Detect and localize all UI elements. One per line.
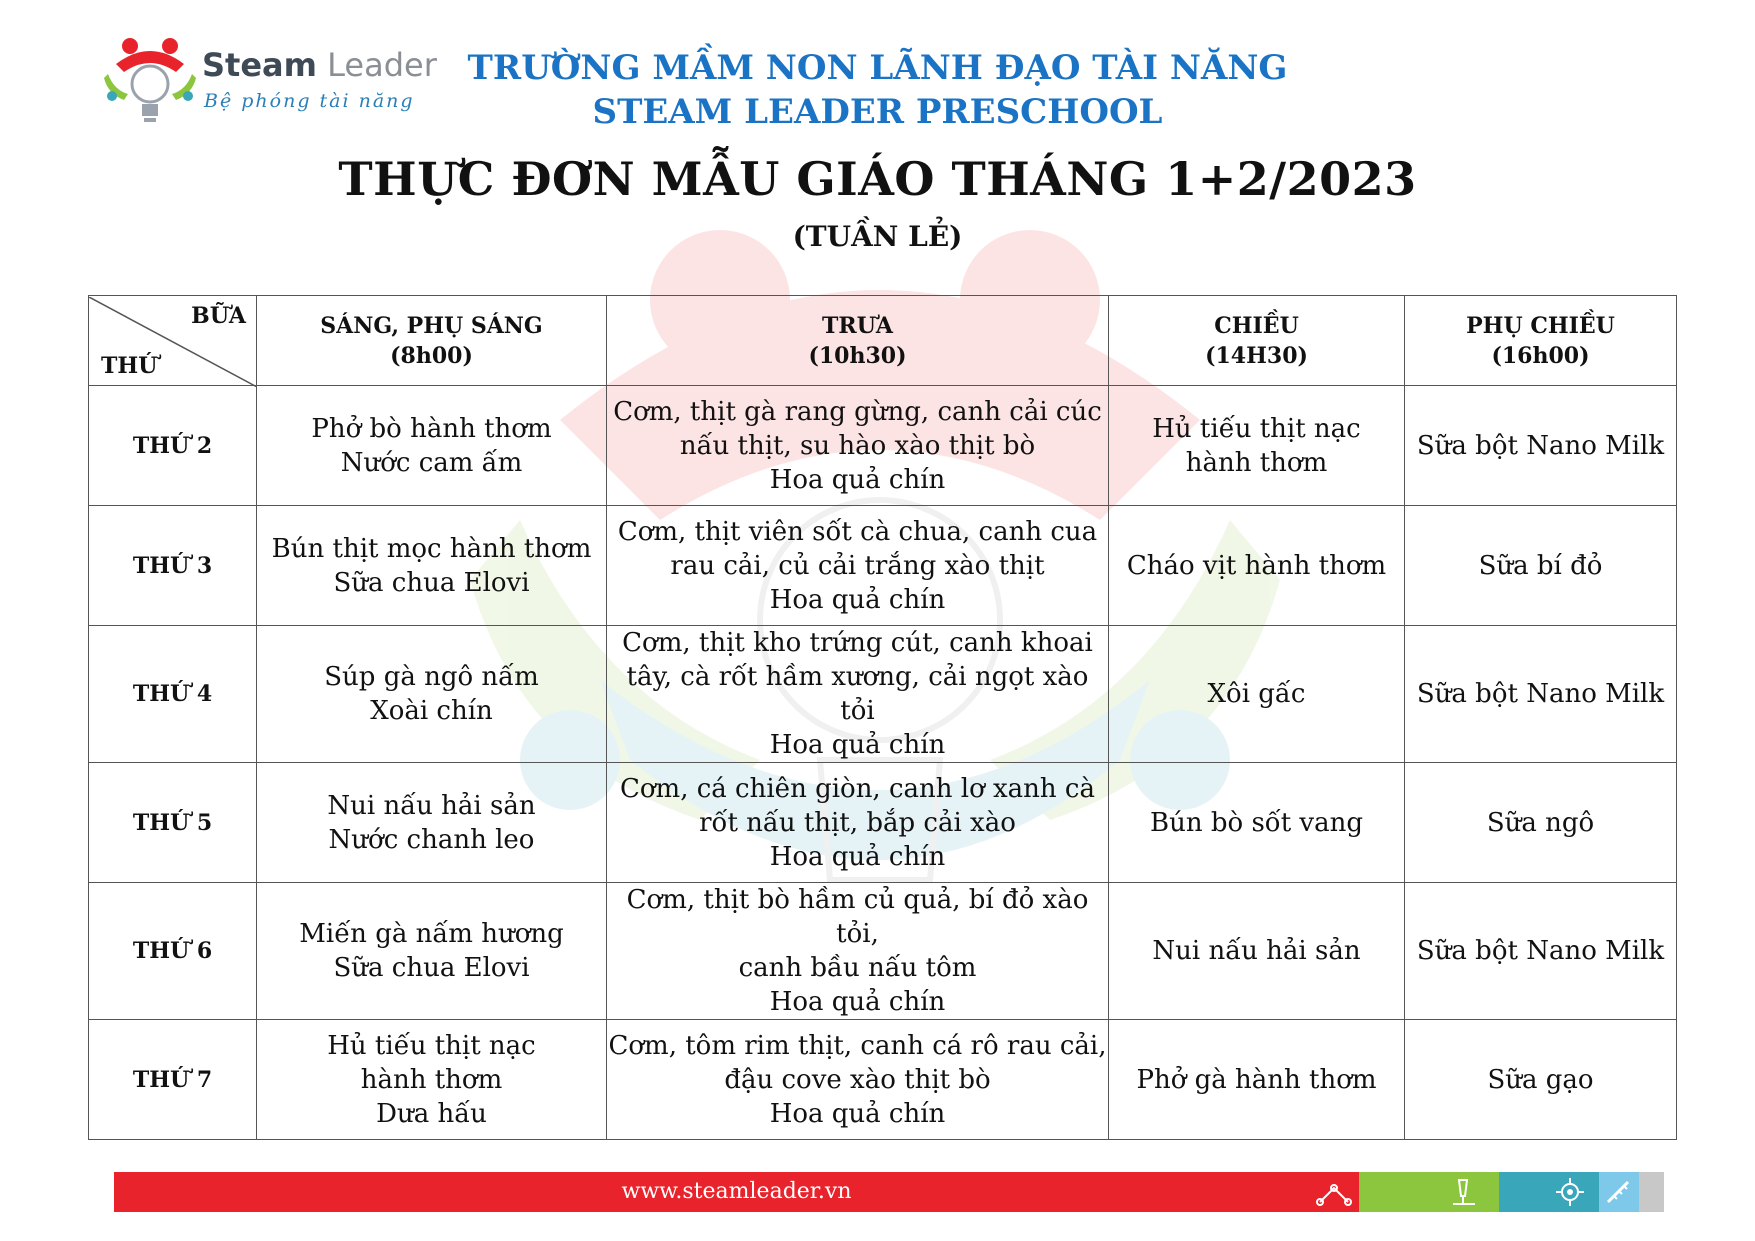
dish-line: nấu thịt, su hào xào thịt bò xyxy=(679,430,1036,461)
microscope-icon xyxy=(1449,1176,1479,1208)
cell-trua xyxy=(607,386,1109,506)
page-subtitle: (TUẦN LẺ) xyxy=(792,220,963,253)
school-name-vi: TRƯỜNG MẦM NON LÃNH ĐẠO TÀI NĂNG xyxy=(467,48,1288,88)
footer-website-link[interactable]: www.steamleader.vn xyxy=(621,1179,852,1204)
dish-line: Hoa quả chín xyxy=(769,730,946,760)
column-time: (10h30) xyxy=(808,342,907,369)
cell-phu-chieu xyxy=(1405,386,1677,506)
column-time: (14H30) xyxy=(1205,342,1308,369)
dish-line: tây, cà rốt hầm xương, cải ngọt xào tỏi xyxy=(626,662,1089,726)
dish-line: Cháo vịt hành thơm xyxy=(1126,550,1387,581)
page-title: THỰC ĐƠN MẪU GIÁO THÁNG 1+2/2023 xyxy=(338,152,1417,206)
ruler-icon xyxy=(1604,1176,1634,1208)
dish-line: Nước chanh leo xyxy=(328,824,535,855)
cell-chieu xyxy=(1109,386,1405,506)
footer-bar xyxy=(114,1172,1664,1212)
cell-chieu xyxy=(1109,883,1405,1020)
cell-sang xyxy=(257,763,607,883)
column-name: PHỤ CHIỀU xyxy=(1466,312,1615,339)
logo-tagline: Bệ phóng tài năng xyxy=(204,90,415,112)
column-header-trua xyxy=(607,296,1109,386)
day-label: THỨ 5 xyxy=(89,763,257,883)
dish-line: Sữa bột Nano Milk xyxy=(1416,936,1665,966)
logo-name-bold: Steam xyxy=(202,46,317,84)
dish-line: Cơm, tôm rim thịt, canh cá rô rau cải, xyxy=(608,1030,1107,1061)
school-name-en: STEAM LEADER PRESCHOOL xyxy=(592,92,1163,132)
dish-line: Hủ tiếu thịt nạc xyxy=(327,1030,536,1061)
dish-line: Nui nấu hải sản xyxy=(327,790,536,821)
dish-line: Hoa quả chín xyxy=(769,841,946,872)
dish-line: Nui nấu hải sản xyxy=(1152,936,1361,966)
cell-chieu xyxy=(1109,1020,1405,1140)
column-name: CHIỀU xyxy=(1214,312,1299,339)
dish-line: Dưa hấu xyxy=(376,1098,487,1129)
dish-line: hành thơm xyxy=(1185,447,1328,478)
gear-icon xyxy=(1554,1176,1586,1208)
dish-line: Bún bò sốt vang xyxy=(1150,807,1363,838)
dish-line: Hoa quả chín xyxy=(769,584,946,615)
dish-line: Xôi gấc xyxy=(1207,679,1306,709)
cell-trua xyxy=(607,506,1109,626)
column-header-chieu xyxy=(1109,296,1405,386)
cell-chieu xyxy=(1109,763,1405,883)
dish-line: Sữa bí đỏ xyxy=(1478,550,1603,581)
dish-line: Súp gà ngô nấm xyxy=(324,662,539,692)
cell-sang xyxy=(257,386,607,506)
circuit-icon xyxy=(1314,1176,1354,1208)
table-row xyxy=(89,883,1677,1020)
cell-chieu xyxy=(1109,626,1405,763)
corner-day-label: THỨ xyxy=(101,352,158,379)
table-row xyxy=(89,1020,1677,1140)
dish-line: Hoa quả chín xyxy=(769,987,946,1017)
dish-line: Hoa quả chín xyxy=(769,1098,946,1129)
dish-line: Sữa chua Elovi xyxy=(333,953,530,983)
cell-phu-chieu xyxy=(1405,763,1677,883)
cell-trua xyxy=(607,626,1109,763)
menu-table xyxy=(88,295,1677,1140)
cell-phu-chieu xyxy=(1405,626,1677,763)
dish-line: Xoài chín xyxy=(370,696,493,726)
dish-line: Bún thịt mọc hành thơm xyxy=(271,533,592,564)
dish-line: Cơm, thịt gà rang gừng, canh cải cúc xyxy=(613,396,1102,427)
footer-gray-segment xyxy=(1639,1172,1664,1212)
table-row xyxy=(89,763,1677,883)
cell-sang xyxy=(257,506,607,626)
day-label: THỨ 3 xyxy=(89,506,257,626)
dish-line: Sữa bột Nano Milk xyxy=(1416,679,1665,709)
column-header-phu-chieu xyxy=(1405,296,1677,386)
dish-line: Cơm, thịt viên sốt cà chua, canh cua xyxy=(617,516,1098,547)
cell-phu-chieu xyxy=(1405,506,1677,626)
cell-sang xyxy=(257,626,607,763)
dish-line: Phở bò hành thơm xyxy=(311,413,552,444)
cell-phu-chieu xyxy=(1405,883,1677,1020)
cell-trua xyxy=(607,1020,1109,1140)
dish-line: Cơm, thịt bò hầm củ quả, bí đỏ xào tỏi, xyxy=(626,885,1089,949)
table-row xyxy=(89,626,1677,763)
cell-phu-chieu xyxy=(1405,1020,1677,1140)
dish-line: Nước cam ấm xyxy=(340,447,523,478)
table-row xyxy=(89,506,1677,626)
dish-line: Hủ tiếu thịt nạc xyxy=(1152,413,1361,444)
column-name: SÁNG, PHỤ SÁNG xyxy=(320,312,543,339)
dish-line: đậu cove xào thịt bò xyxy=(724,1064,991,1095)
cell-sang xyxy=(257,883,607,1020)
dish-line: Miến gà nấm hương xyxy=(299,919,564,949)
dish-line: Hoa quả chín xyxy=(769,464,946,495)
day-label: THỨ 6 xyxy=(89,883,257,1020)
menu-table-body xyxy=(89,386,1677,1140)
corner-meal-label: BỮA xyxy=(191,302,246,329)
dish-line: Sữa chua Elovi xyxy=(333,567,530,598)
column-name: TRƯA xyxy=(822,312,893,339)
cell-chieu xyxy=(1109,506,1405,626)
dish-line: hành thơm xyxy=(360,1064,503,1095)
dish-line: Cơm, cá chiên giòn, canh lơ xanh cà xyxy=(620,773,1095,804)
dish-line: Phở gà hành thơm xyxy=(1136,1064,1377,1095)
column-time: (8h00) xyxy=(390,342,473,369)
day-label: THỨ 2 xyxy=(89,386,257,506)
cell-sang xyxy=(257,1020,607,1140)
day-label: THỨ 7 xyxy=(89,1020,257,1140)
dish-line: Sữa bột Nano Milk xyxy=(1416,430,1665,461)
cell-trua xyxy=(607,763,1109,883)
cell-trua xyxy=(607,883,1109,1020)
dish-line: Cơm, thịt kho trứng cút, canh khoai xyxy=(622,628,1093,658)
table-row xyxy=(89,386,1677,506)
corner-header-cell xyxy=(89,296,257,386)
dish-line: canh bầu nấu tôm xyxy=(738,953,977,983)
dish-line: Sữa ngô xyxy=(1486,807,1595,838)
day-label: THỨ 4 xyxy=(89,626,257,763)
dish-line: Sữa gạo xyxy=(1487,1064,1594,1095)
dish-line: rau cải, củ cải trắng xào thịt xyxy=(670,550,1045,581)
dish-line: rốt nấu thịt, bắp cải xào xyxy=(699,807,1016,838)
column-header-sang xyxy=(257,296,607,386)
logo-name-light: Leader xyxy=(327,46,437,84)
column-time: (16h00) xyxy=(1491,342,1590,369)
